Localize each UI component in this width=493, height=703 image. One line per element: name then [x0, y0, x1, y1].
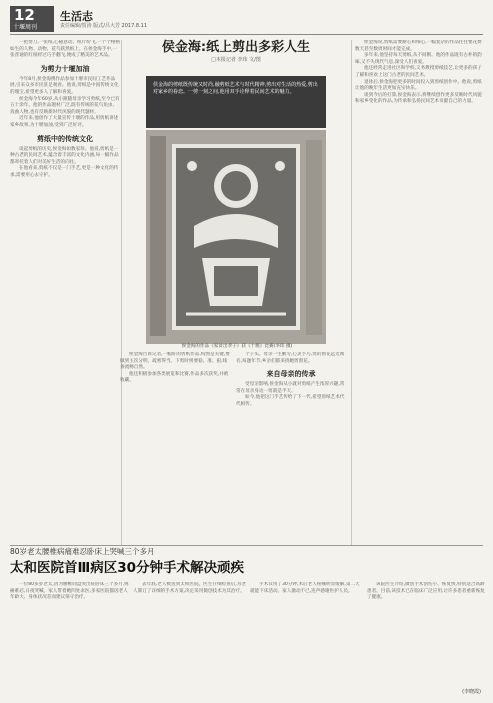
page-header: [10, 6, 483, 34]
body-paragraph: 退休后,侯金海把更多的时间投入到剪纸创作中。他说,剪纸让他的晚年生活更加充实快乐。: [355, 79, 482, 92]
body-paragraph: 去年底,老人被送到太和医院。医生仔细检查后,为老人制订了详细的手术方案,决定采用微创技术为其治疗。: [133, 582, 246, 594]
page-number-box: [10, 6, 54, 32]
article1-byline: □本报记者 李玮 文/图: [211, 57, 261, 63]
paper-cut-photo: [146, 130, 326, 344]
body-paragraph: 受母亲影响,侯金海从小就对剪纸产生浓厚兴趣,常常在母亲身边一剪就是半天。: [236, 382, 345, 394]
article1-headline: 侯金海:纸上剪出多彩人生: [161, 40, 311, 55]
body-paragraph: 他还经常走进社区和学校,义务教授剪纸技艺,让更多的孩子了解和喜欢上这门古老的民间艺术。: [355, 66, 482, 78]
article1-column-4: [355, 40, 485, 545]
body-paragraph: 他还积极参加各类展览和比赛,作品多次获奖,并被收藏。: [120, 371, 229, 384]
body-paragraph: 近年来,他创作了大量宣传十堰的作品,用剪纸讲述家乡故事,为十堰加油,受到广泛好评。: [10, 116, 119, 128]
section-title: 生活志: [60, 10, 93, 23]
article1-column-2: [120, 352, 230, 544]
article1-subhead: 为剪力十堰加油: [40, 64, 90, 73]
body-paragraph: 个子头。母亲一生勤劳,心灵手巧,剪的窗花远近闻名,每逢年节,乡亲们都来找她剪窗花。: [236, 352, 345, 364]
body-paragraph: 一位80多岁老太,因为腰椎间盘突出症卧床三个多月,疼痛难忍,日夜哭喊。家人带着她四处求医,多家医院都因老人年龄大、身体状况差而建议保守治疗。: [10, 582, 129, 601]
page-number-sub: 十堰周刊: [13, 24, 38, 31]
column-divider: [351, 40, 352, 545]
body-paragraph: 在他看来,剪纸不仅是一门手艺,更是一种文化的传承,需要用心去守护。: [10, 166, 119, 178]
body-paragraph: 该院医生介绍,微创手术创伤小、恢复快,特别适合高龄患者。目前,该技术已在临床广泛应用,让许多患者重新恢复了健康。: [367, 582, 485, 601]
header-rule: [10, 34, 483, 35]
body-paragraph: 手术仅用了30分钟,术后老人疼痛明显缓解,第二天就能下床活动。家人激动不已,连声感谢医护人员。: [250, 582, 360, 594]
body-paragraph: 今年8月,侯金海携作品参加十堰市民间工艺作品展,引来众多市民驻足观看。他说,剪纸是中国传统文化的瑰宝,希望更多人了解和喜爱。: [10, 76, 119, 95]
body-paragraph: 一把剪刀,一张纸,心随意动。纸片纷飞,一个个栩栩如生的人物、动物、花鸟跃然纸上。在侯金海手中,一张普通的红纸经过巧手翻飞,便成了精美的艺术品。: [10, 40, 120, 59]
photo-caption: 侯金海的作品《家贫出孝子》获《十堰》比赛(李玮 摄): [181, 344, 293, 349]
article2-header: [10, 546, 483, 580]
body-paragraph: 侯金海今年60岁,从小跟随母亲学习剪纸,至今已有五十余年。他的作品题材广泛,既有传统的花鸟鱼虫、戏曲人物,也有反映新时代风貌的现代题材。: [10, 96, 120, 115]
body-paragraph: 侯金海说,剪纸需要耐心和细心,一幅复杂的作品往往要花费数天甚至数周时间才能完成。: [355, 40, 482, 52]
article1-subhead: 剪纸中的传统文化: [37, 134, 93, 143]
editor-meta: 责任编辑/贺涛 版式/吕大芳 2017.8.11: [60, 23, 147, 29]
body-paragraph: 谈起剪纸的历史,侯金海如数家珍。他说,剪纸是一种古老的民间艺术,蕴含着丰富的文化内涵,每一幅作品都寄托着人们对美好生活的向往。: [10, 146, 119, 165]
body-paragraph: 谈到今后的打算,侯金海表示,将继续创作更多反映时代风貌和家乡变化的作品,为传承和弘扬民间艺术贡献自己的力量。: [355, 92, 482, 105]
article2-column-4: [367, 582, 485, 696]
reporter-credit: (李晓霞): [462, 689, 481, 695]
body-paragraph: 侯金海告诉记者,一幅好的剪纸作品,构图是关键,要做到主次分明、疏密得当。下剪时则要稳、准、狠,线条流畅自然。: [120, 352, 230, 371]
body-paragraph: 多年来,他坚持每天剪纸,从不间断。他的作品既有古朴的韵味,又不失现代气息,深受人们喜爱。: [355, 53, 482, 65]
body-paragraph: 如今,他把这门手艺传给了下一代,希望剪纸艺术代代相传。: [236, 395, 345, 407]
article2-column-3: [250, 582, 364, 696]
article1-subhead: 来自母亲的传承: [266, 370, 316, 379]
article2-column-1: [10, 582, 130, 696]
article2-headline: 太和医院首Ⅲ病区30分钟手术解决顽疾: [10, 560, 245, 576]
article2-kicker: 80岁老太腰椎病痛难忍卧床上哭喊三个多月: [10, 547, 155, 556]
article1-column-1: [10, 40, 120, 545]
article1-column-3: [236, 352, 346, 544]
page-number: 12: [14, 6, 35, 24]
article1-summary: 侯金海的剪纸既传统又时尚,融剪纸艺术与时代精神,剪出对生活的热爱,剪出对家乡的眷恋。一剪一刻之间,他用双手诠释着民间艺术的魅力。: [153, 82, 318, 96]
article2-column-2: [133, 582, 247, 696]
paper-cut-artwork-illustration: [146, 130, 326, 344]
article1-summary-box: [146, 76, 326, 128]
article1-feature-box: [124, 36, 348, 348]
